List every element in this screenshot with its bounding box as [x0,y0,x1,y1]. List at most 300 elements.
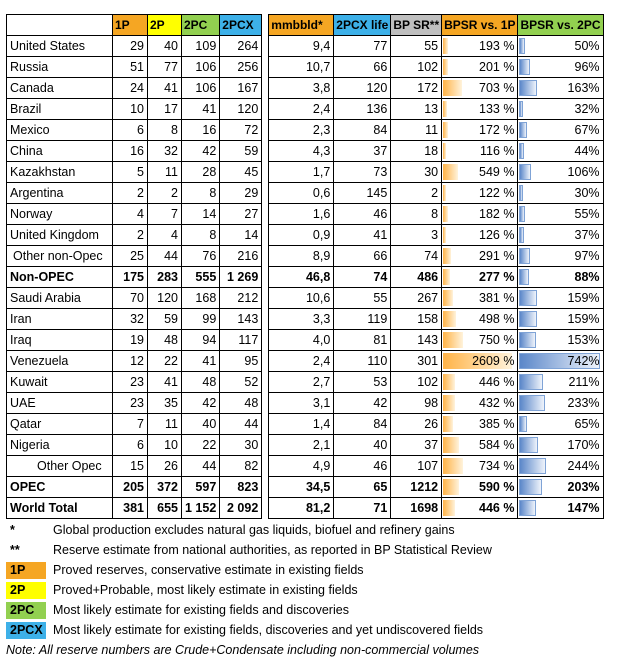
bpsr-vs-2pc-bar [519,500,535,516]
cell-life: 81 [334,330,391,351]
cell-v1p: 12 [113,351,148,372]
table-row [7,267,604,288]
cell-v2p: 7 [148,204,182,225]
cell-v2pc: 41 [182,351,220,372]
column-gap [262,414,269,435]
cell-v2pc: 106 [182,78,220,99]
header-2pc: 2PC [182,15,220,36]
bpsr-vs-1p-value: 193 % [479,39,515,53]
cell-v2pcx: 117 [220,330,262,351]
bpsr-vs-2pc-bar [519,206,525,222]
cell-v1p: 2 [113,183,148,204]
table-row [7,435,604,456]
cell-life: 77 [334,36,391,57]
cell-life: 46 [334,456,391,477]
bpsr-vs-1p-cell [442,267,518,288]
bpsr-vs-1p-cell [442,414,518,435]
country-name: Venezuela [7,351,113,372]
table-row [7,99,604,120]
bpsr-vs-2pc-bar [519,185,522,201]
cell-v1p: 19 [113,330,148,351]
cell-v1p: 7 [113,414,148,435]
bpsr-vs-1p-bar [443,437,458,453]
bpsr-vs-1p-value: 172 % [479,123,515,137]
bpsr-vs-2pc-bar [519,59,529,75]
bpsr-vs-1p-cell [442,183,518,204]
header-bpsr-vs-2pc: BPSR vs. 2PC [518,15,603,36]
cell-life: 110 [334,351,391,372]
cell-v2p: 2 [148,183,182,204]
bpsr-vs-1p-bar [443,332,463,348]
country-name: Non-OPEC [7,267,113,288]
country-name: Other non-Opec [7,246,113,267]
cell-life: 41 [334,225,391,246]
bpsr-vs-1p-cell [442,435,518,456]
bpsr-vs-2pc-bar [519,416,526,432]
cell-life: 73 [334,162,391,183]
bpsr-vs-1p-bar [443,38,448,54]
cell-v2pcx: 52 [220,372,262,393]
bpsr-vs-2pc-value: 163% [567,81,600,95]
bpsr-vs-2pc-bar [519,143,524,159]
bpsr-vs-1p-value: 201 % [479,60,515,74]
cell-v2pc: 42 [182,393,220,414]
bpsr-vs-1p-value: 126 % [479,228,515,242]
table-row [7,498,604,519]
table-row [7,393,604,414]
column-gap [262,57,269,78]
cell-mmbbld: 34,5 [269,477,334,498]
cell-bpsr: 30 [391,162,442,183]
bpsr-vs-2pc-value: 44% [574,144,600,158]
header-country [7,15,113,36]
cell-life: 84 [334,414,391,435]
column-gap [262,456,269,477]
cell-v2pc: 8 [182,225,220,246]
cell-life: 66 [334,246,391,267]
bpsr-vs-1p-value: 703 % [479,81,515,95]
header-bp-sr: BP SR** [391,15,442,36]
cell-life: 42 [334,393,391,414]
cell-v2pc: 106 [182,57,220,78]
legend-2pcx-text: Most likely estimate for existing fields, discoveries and yet undiscovered fields [53,623,484,637]
country-name: Nigeria [7,435,113,456]
country-name: OPEC [7,477,113,498]
cell-mmbbld: 46,8 [269,267,334,288]
bpsr-vs-2pc-cell [518,36,603,57]
bpsr-vs-2pc-cell [518,120,603,141]
cell-v1p: 5 [113,162,148,183]
cell-v2pcx: 59 [220,141,262,162]
bpsr-vs-1p-cell [442,477,518,498]
cell-v1p: 205 [113,477,148,498]
table-row [7,36,604,57]
bpsr-vs-1p-value: 498 % [479,312,515,326]
cell-v1p: 2 [113,225,148,246]
bpsr-vs-2pc-cell [518,435,603,456]
country-name: United Kingdom [7,225,113,246]
header-bpsr-vs-1p: BPSR vs. 1P [442,15,518,36]
bpsr-vs-1p-bar [443,269,450,285]
cell-life: 71 [334,498,391,519]
cell-v2pc: 94 [182,330,220,351]
bpsr-vs-1p-bar [443,143,446,159]
bpsr-vs-2pc-bar [519,80,537,96]
cell-v2p: 655 [148,498,182,519]
cell-v2pcx: 82 [220,456,262,477]
cell-v2pcx: 30 [220,435,262,456]
country-name: UAE [7,393,113,414]
cell-v2pcx: 264 [220,36,262,57]
bpsr-vs-1p-cell [442,498,518,519]
bpsr-vs-1p-bar [443,311,456,327]
cell-bpsr: 18 [391,141,442,162]
bpsr-vs-1p-value: 385 % [479,417,515,431]
bpsr-vs-1p-value: 122 % [479,186,515,200]
bpsr-vs-1p-bar [443,479,459,495]
column-gap [262,393,269,414]
country-name: Kazakhstan [7,162,113,183]
header-1p: 1P [113,15,148,36]
column-gap [262,78,269,99]
table-row [7,204,604,225]
bpsr-vs-1p-value: 432 % [479,396,515,410]
cell-bpsr: 11 [391,120,442,141]
column-gap [262,309,269,330]
bpsr-vs-1p-cell [442,57,518,78]
legend [6,520,492,660]
cell-v2pcx: 45 [220,162,262,183]
cell-v1p: 25 [113,246,148,267]
cell-v2pcx: 29 [220,183,262,204]
bpsr-vs-1p-bar [443,290,453,306]
bpsr-vs-2pc-value: 159% [567,291,600,305]
bpsr-vs-2pc-value: 50% [574,39,600,53]
bpsr-vs-2pc-cell [518,309,603,330]
cell-v2pc: 40 [182,414,220,435]
cell-mmbbld: 0,6 [269,183,334,204]
bpsr-vs-1p-bar [443,80,462,96]
column-gap [262,288,269,309]
cell-mmbbld: 1,4 [269,414,334,435]
bpsr-vs-2pc-value: 153% [567,333,600,347]
header-2pcx-life: 2PCX life [334,15,391,36]
bpsr-vs-2pc-cell [518,78,603,99]
bpsr-vs-1p-cell [442,309,518,330]
cell-bpsr: 74 [391,246,442,267]
bpsr-vs-1p-value: 277 % [479,270,515,284]
bpsr-vs-1p-bar [443,374,455,390]
cell-v2pcx: 48 [220,393,262,414]
cell-mmbbld: 1,7 [269,162,334,183]
bpsr-vs-2pc-cell [518,99,603,120]
bpsr-vs-1p-value: 446 % [479,375,515,389]
column-gap [262,435,269,456]
bpsr-vs-2pc-bar [519,332,536,348]
bpsr-vs-1p-bar [443,59,448,75]
column-gap [262,36,269,57]
cell-v2p: 32 [148,141,182,162]
cell-v1p: 51 [113,57,148,78]
country-name: Iran [7,309,113,330]
cell-bpsr: 486 [391,267,442,288]
bpsr-vs-1p-value: 381 % [479,291,515,305]
cell-v2p: 8 [148,120,182,141]
legend-2pcx-swatch: 2PCX [6,622,46,639]
bpsr-vs-2pc-cell [518,267,603,288]
bpsr-vs-2pc-value: 67% [574,123,600,137]
cell-mmbbld: 3,3 [269,309,334,330]
cell-mmbbld: 2,4 [269,351,334,372]
cell-v2pc: 99 [182,309,220,330]
bpsr-vs-1p-bar [443,395,454,411]
cell-bpsr: 2 [391,183,442,204]
cell-v1p: 175 [113,267,148,288]
country-name: Qatar [7,414,113,435]
cell-v1p: 6 [113,120,148,141]
bpsr-vs-1p-value: 133 % [479,102,515,116]
cell-v2pc: 42 [182,141,220,162]
table-row [7,78,604,99]
cell-v2p: 41 [148,78,182,99]
cell-v1p: 70 [113,288,148,309]
legend-2pcx [6,620,492,640]
cell-bpsr: 1698 [391,498,442,519]
cell-bpsr: 3 [391,225,442,246]
bpsr-vs-2pc-bar [519,374,542,390]
bpsr-vs-2pc-cell [518,162,603,183]
bpsr-vs-2pc-value: 742% [567,354,600,368]
bpsr-vs-1p-cell [442,162,518,183]
bpsr-vs-1p-bar [443,416,453,432]
header-2pcx: 2PCX [220,15,262,36]
bpsr-vs-2pc-cell [518,351,603,372]
cell-v2p: 35 [148,393,182,414]
column-gap [262,204,269,225]
cell-mmbbld: 9,4 [269,36,334,57]
bpsr-vs-2pc-value: 159% [567,312,600,326]
bpsr-vs-2pc-bar [519,248,530,264]
header-mmbbld: mmbbld* [269,15,334,36]
bpsr-vs-2pc-value: 233% [567,396,600,410]
legend-2p [6,580,492,600]
cell-mmbbld: 1,6 [269,204,334,225]
footnote-double-star-marker: ** [10,542,20,557]
column-gap [262,162,269,183]
bpsr-vs-2pc-value: 244% [567,459,600,473]
legend-2p-text: Proved+Probable, most likely estimate in existing fields [53,583,358,597]
cell-v2pc: 41 [182,99,220,120]
bpsr-vs-2pc-bar [519,164,531,180]
table-row [7,372,604,393]
cell-v2pcx: 143 [220,309,262,330]
cell-bpsr: 8 [391,204,442,225]
country-name: Norway [7,204,113,225]
bpsr-vs-2pc-cell [518,57,603,78]
column-gap [262,246,269,267]
cell-v2pc: 1 152 [182,498,220,519]
bpsr-vs-2pc-cell [518,246,603,267]
bpsr-vs-2pc-bar [519,395,544,411]
cell-bpsr: 172 [391,78,442,99]
table-row [7,120,604,141]
cell-v2pc: 76 [182,246,220,267]
cell-bpsr: 143 [391,330,442,351]
cell-bpsr: 1212 [391,477,442,498]
bpsr-vs-2pc-value: 88% [574,270,600,284]
bpsr-vs-2pc-value: 55% [574,207,600,221]
cell-v2pcx: 14 [220,225,262,246]
header-2p: 2P [148,15,182,36]
bpsr-vs-2pc-bar [519,290,536,306]
bpsr-vs-1p-bar [443,227,446,243]
bpsr-vs-2pc-bar [519,311,536,327]
bpsr-vs-1p-value: 734 % [479,459,515,473]
cell-v2p: 17 [148,99,182,120]
cell-mmbbld: 3,1 [269,393,334,414]
cell-v2pcx: 256 [220,57,262,78]
bpsr-vs-1p-value: 590 % [479,480,515,494]
legend-2pc-swatch: 2PC [6,602,46,619]
footnote-reserve-text: Reserve estimate from national authorities, as reported in BP Statistical Review [53,543,492,557]
cell-mmbbld: 2,3 [269,120,334,141]
cell-v2pc: 168 [182,288,220,309]
country-name: Iraq [7,330,113,351]
table-row [7,309,604,330]
table-row [7,456,604,477]
bpsr-vs-1p-bar [443,101,447,117]
bpsr-vs-2pc-bar [519,269,529,285]
cell-mmbbld: 2,7 [269,372,334,393]
bpsr-vs-1p-bar [443,164,458,180]
cell-mmbbld: 81,2 [269,498,334,519]
header-row [7,15,604,36]
table-row [7,288,604,309]
cell-v2pcx: 1 269 [220,267,262,288]
cell-life: 120 [334,78,391,99]
cell-v2p: 120 [148,288,182,309]
bpsr-vs-2pc-value: 211% [568,375,600,389]
cell-v2pc: 22 [182,435,220,456]
cell-life: 53 [334,372,391,393]
cell-life: 46 [334,204,391,225]
bpsr-vs-1p-value: 291 % [479,249,515,263]
cell-v2pc: 28 [182,162,220,183]
table-row [7,477,604,498]
cell-v2p: 40 [148,36,182,57]
cell-life: 40 [334,435,391,456]
bpsr-vs-1p-bar [443,122,448,138]
bpsr-vs-1p-bar [443,185,446,201]
bpsr-vs-1p-value: 116 % [479,144,515,158]
table-row [7,141,604,162]
cell-life: 66 [334,57,391,78]
bpsr-vs-1p-cell [442,246,518,267]
bpsr-vs-2pc-cell [518,414,603,435]
cell-life: 65 [334,477,391,498]
cell-bpsr: 102 [391,57,442,78]
bpsr-vs-1p-bar [443,248,451,264]
legend-1p [6,560,492,580]
bpsr-vs-2pc-value: 97% [574,249,600,263]
bpsr-vs-2pc-cell [518,183,603,204]
cell-bpsr: 37 [391,435,442,456]
bpsr-vs-2pc-value: 203% [567,480,600,494]
footnote-production [6,520,492,540]
bpsr-vs-2pc-bar [519,479,541,495]
bpsr-vs-1p-cell [442,288,518,309]
cell-v1p: 32 [113,309,148,330]
footnote-star-marker: * [10,522,15,537]
cell-v2pc: 597 [182,477,220,498]
cell-v2pcx: 44 [220,414,262,435]
cell-v1p: 23 [113,393,148,414]
cell-v2pcx: 2 092 [220,498,262,519]
legend-1p-text: Proved reserves, conservative estimate in existing fields [53,563,364,577]
bpsr-vs-1p-cell [442,78,518,99]
cell-v1p: 29 [113,36,148,57]
bpsr-vs-1p-cell [442,36,518,57]
reserves-table [6,14,604,519]
cell-v2pcx: 120 [220,99,262,120]
bpsr-vs-2pc-value: 65% [574,417,600,431]
bpsr-vs-1p-cell [442,120,518,141]
bpsr-vs-2pc-bar [519,122,526,138]
cell-v2pc: 48 [182,372,220,393]
bpsr-vs-2pc-cell [518,498,603,519]
cell-bpsr: 158 [391,309,442,330]
legend-2pc-text: Most likely estimate for existing fields and discoveries [53,603,349,617]
cell-mmbbld: 10,6 [269,288,334,309]
bpsr-vs-2pc-cell [518,225,603,246]
cell-v2p: 41 [148,372,182,393]
column-gap [262,477,269,498]
bpsr-vs-2pc-cell [518,477,603,498]
country-name: Argentina [7,183,113,204]
bpsr-vs-2pc-value: 96% [574,60,600,74]
cell-v2p: 11 [148,414,182,435]
bpsr-vs-2pc-value: 147% [567,501,600,515]
bpsr-vs-1p-value: 549 % [479,165,515,179]
column-gap [262,120,269,141]
cell-bpsr: 26 [391,414,442,435]
table-row [7,162,604,183]
cell-v2p: 44 [148,246,182,267]
cell-bpsr: 102 [391,372,442,393]
bpsr-vs-1p-cell [442,225,518,246]
bpsr-vs-1p-cell [442,204,518,225]
cell-mmbbld: 10,7 [269,57,334,78]
column-gap [262,183,269,204]
table-row [7,246,604,267]
cell-v2p: 10 [148,435,182,456]
bpsr-vs-2pc-value: 106% [567,165,600,179]
column-gap [262,351,269,372]
cell-v2pc: 14 [182,204,220,225]
column-gap [262,15,269,36]
cell-v2pc: 44 [182,456,220,477]
cell-life: 119 [334,309,391,330]
cell-mmbbld: 2,1 [269,435,334,456]
bpsr-vs-2pc-value: 32% [574,102,600,116]
cell-v2pc: 8 [182,183,220,204]
column-gap [262,498,269,519]
bpsr-vs-2pc-cell [518,288,603,309]
bpsr-vs-2pc-bar [519,101,522,117]
bpsr-vs-2pc-cell [518,456,603,477]
country-name: Canada [7,78,113,99]
bpsr-vs-2pc-cell [518,372,603,393]
